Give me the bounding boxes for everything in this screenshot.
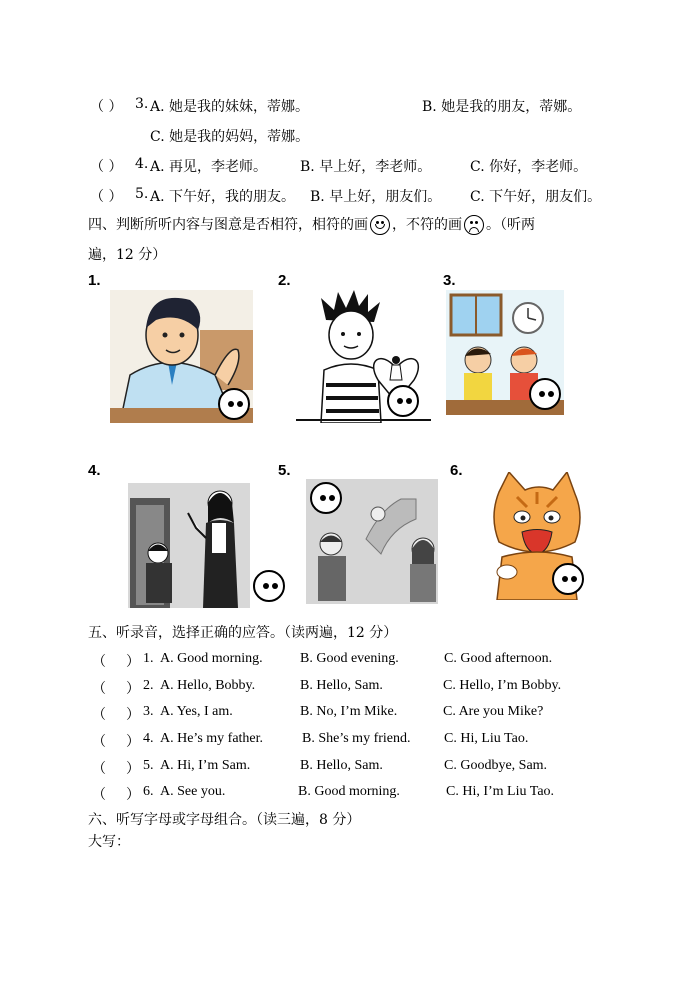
option-b: B. Good morning. <box>298 784 400 799</box>
answer-paren-close[interactable]: ） <box>126 762 140 777</box>
option-b: B. Hello, Sam. <box>300 678 383 693</box>
section5-heading: 五、听录音，选择正确的应答。（读两遍，12 分） <box>88 625 398 641</box>
picture-label-5: 5. <box>278 462 291 479</box>
answer-paren-open[interactable]: （ <box>92 788 106 803</box>
option-a: A. See you. <box>160 784 226 799</box>
question-number: 5. <box>143 758 154 773</box>
smile-face-icon <box>370 215 390 235</box>
question-number: 5. <box>135 186 149 202</box>
option-b: B. She’s my friend. <box>302 731 411 746</box>
picture-label-3: 3. <box>443 272 456 289</box>
section4-heading <box>88 214 535 235</box>
option-b: B. Good evening. <box>300 651 399 666</box>
section4-heading-part3: 。（听两 <box>486 217 535 233</box>
answer-face-icon[interactable] <box>218 388 250 420</box>
question-number: 2. <box>143 678 154 693</box>
option-c: C. 你好，李老师。 <box>470 159 588 175</box>
frown-face-icon <box>464 215 484 235</box>
option-c: C. Goodbye, Sam. <box>444 758 548 773</box>
option-c: C. Hi, Liu Tao. <box>444 731 529 746</box>
answer-paren-open[interactable]: （ <box>92 762 106 777</box>
option-a: A. He’s my father. <box>160 731 264 746</box>
section4-heading-line2: 遍，12 分） <box>88 247 167 263</box>
option-c: C. Are you Mike? <box>443 704 544 719</box>
question-number: 4. <box>143 731 154 746</box>
answer-paren-close[interactable]: ） <box>126 708 140 723</box>
option-b: B. No, I’m Mike. <box>300 704 398 719</box>
option-c: C. Good afternoon. <box>444 651 553 666</box>
option-a: A. 再见，李老师。 <box>150 159 268 175</box>
answer-face-icon[interactable] <box>552 563 584 595</box>
uppercase-label: 大写： <box>88 834 130 850</box>
answer-face-icon[interactable] <box>253 570 285 602</box>
picture-mother-and-girl <box>128 483 250 608</box>
question-number: 3. <box>143 704 154 719</box>
option-b: B. 早上好，李老师。 <box>300 159 432 175</box>
answer-paren[interactable]: （ ） <box>90 159 123 175</box>
answer-paren-close[interactable]: ） <box>126 735 140 750</box>
option-b: B. 早上好，朋友们。 <box>310 189 442 205</box>
answer-paren[interactable]: （ ） <box>90 99 123 115</box>
option-b: B. Hello, Sam. <box>300 758 383 773</box>
option-c: C. 她是我的妈妈，蒂娜。 <box>150 129 310 145</box>
answer-paren-open[interactable]: （ <box>92 655 106 670</box>
option-a: A. Yes, I am. <box>160 704 233 719</box>
section4-heading-part2: ，不符的画 <box>392 217 462 233</box>
answer-paren-open[interactable]: （ <box>92 708 106 723</box>
option-c: C. Hello, I’m Bobby. <box>443 678 562 693</box>
picture-label-4: 4. <box>88 462 101 479</box>
option-a: A. Good morning. <box>160 651 263 666</box>
picture-label-2: 2. <box>278 272 291 289</box>
question-number: 6. <box>143 784 154 799</box>
option-a: A. 下午好，我的朋友。 <box>150 189 296 205</box>
picture-label-6: 6. <box>450 462 463 479</box>
answer-paren-open[interactable]: （ <box>92 735 106 750</box>
option-a: A. Hello, Bobby. <box>160 678 256 693</box>
answer-paren-close[interactable]: ） <box>126 655 140 670</box>
question-number: 3. <box>135 96 149 112</box>
section6-heading: 六、听写字母或字母组合。（读三遍，8 分） <box>88 812 361 828</box>
option-a: A. Hi, I’m Sam. <box>160 758 251 773</box>
picture-label-1: 1. <box>88 272 101 289</box>
question-number: 4. <box>135 156 149 172</box>
answer-face-icon[interactable] <box>310 482 342 514</box>
option-b: B. 她是我的朋友，蒂娜。 <box>422 99 582 115</box>
option-a: A. 她是我的妹妹，蒂娜。 <box>150 99 310 115</box>
option-c: C. 下午好，朋友们。 <box>470 189 602 205</box>
question-number: 1. <box>143 651 154 666</box>
answer-paren-close[interactable]: ） <box>126 682 140 697</box>
option-c: C. Hi, I’m Liu Tao. <box>446 784 555 799</box>
answer-face-icon[interactable] <box>387 385 419 417</box>
answer-face-icon[interactable] <box>529 378 561 410</box>
answer-paren[interactable]: （ ） <box>90 189 123 205</box>
answer-paren-open[interactable]: （ <box>92 682 106 697</box>
section4-heading-part1: 四、判断所听内容与图意是否相符，相符的画 <box>88 217 368 233</box>
answer-paren-close[interactable]: ） <box>126 788 140 803</box>
